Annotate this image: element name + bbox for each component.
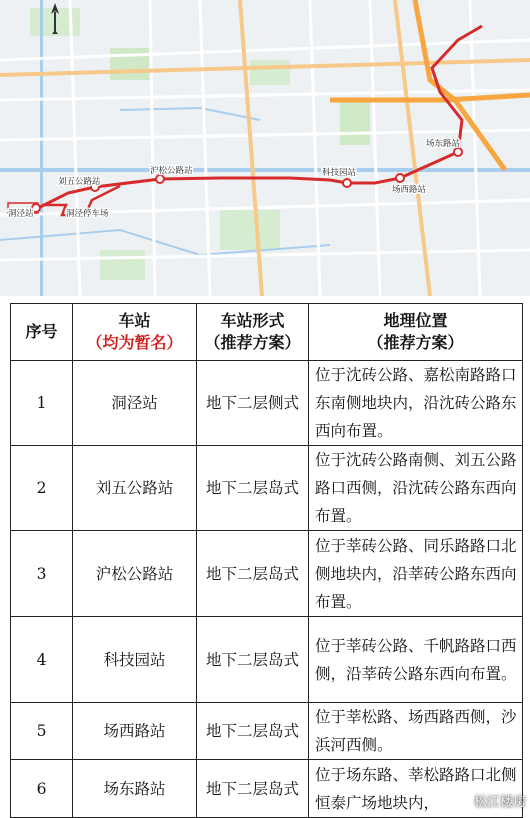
header-form-note: （推荐方案） [204,333,301,352]
table-row [11,446,523,531]
cell-location: 位于莘砖公路、同乐路路口北侧地块内，沿莘砖公路东西向布置。 [309,531,523,617]
header-form: 车站形式 （推荐方案） [197,304,309,361]
cell-station: 场东路站 [73,760,197,818]
header-station: 车站 （均为暂名） [73,304,197,361]
park-area [250,60,290,85]
header-index: 序号 [11,304,73,361]
table-row [11,617,523,703]
map-label-station-2: 刘五公路站 [58,177,101,187]
cell-form: 地下二层岛式 [197,531,309,617]
cell-station: 场西路站 [73,703,197,760]
cell-index: 2 [11,446,73,531]
cell-index: 5 [11,703,73,760]
cell-station: 洞泾站 [73,361,197,446]
park-area [110,48,150,80]
route-map-canvas [0,0,530,296]
park-area [340,100,370,145]
cell-location: 位于莘砖公路、千帆路路口西侧，沿莘砖公路东西向布置。 [309,617,523,703]
cell-index: 3 [11,531,73,617]
river [120,108,260,120]
cell-form: 地下二层岛式 [197,446,309,531]
station-table-container [10,303,522,818]
station-marker-5 [396,174,404,182]
table-row [11,531,523,617]
station-marker-4 [343,179,351,187]
watermark: 松江楼房 [473,795,526,810]
cell-station: 沪松公路站 [73,531,197,617]
cell-location: 位于场东路、莘松路路口北侧恒泰广场地块内， [309,760,523,818]
cell-form: 地下二层侧式 [197,361,309,446]
cell-form: 地下二层岛式 [197,617,309,703]
cell-station: 科技园站 [73,617,197,703]
map-label-station-6: 场东路站 [426,139,461,149]
station-marker-6 [454,148,462,156]
river [0,168,530,172]
header-location: 地理位置 （推荐方案） [309,304,523,361]
route-map [0,0,530,296]
header-location-note: （推荐方案） [367,333,464,352]
cell-form: 地下二层岛式 [197,760,309,818]
cell-location: 位于莘松路、场西路西侧，沙浜河西侧。 [309,703,523,760]
river [40,0,43,296]
cell-station: 刘五公路站 [73,446,197,531]
cell-location: 位于沈砖公路、嘉松南路路口东南侧地块内，沿沈砖公路东西向布置。 [309,361,523,446]
cell-form: 地下二层岛式 [197,703,309,760]
map-label-depot: 洞泾停车场 [66,209,109,219]
river [0,230,330,255]
map-label-station-4: 科技园站 [322,168,357,178]
cell-index: 4 [11,617,73,703]
park-area [220,210,280,250]
cell-location: 位于沈砖公路南侧、刘五公路路口西侧，沿沈砖公路东西向布置。 [309,446,523,531]
table-header-row [11,304,523,361]
map-label-station-5: 场西路站 [392,185,427,195]
map-label-station-3: 沪松公路站 [150,166,193,176]
park-area [100,250,145,280]
station-table [10,303,523,818]
cell-index: 6 [11,760,73,818]
cell-index: 1 [11,361,73,446]
table-row [11,361,523,446]
table-row [11,703,523,760]
header-station-note: （均为暂名） [86,333,183,352]
map-label-station-1: 洞泾站 [8,209,34,219]
table-row [11,760,523,818]
station-marker-3 [156,175,164,183]
